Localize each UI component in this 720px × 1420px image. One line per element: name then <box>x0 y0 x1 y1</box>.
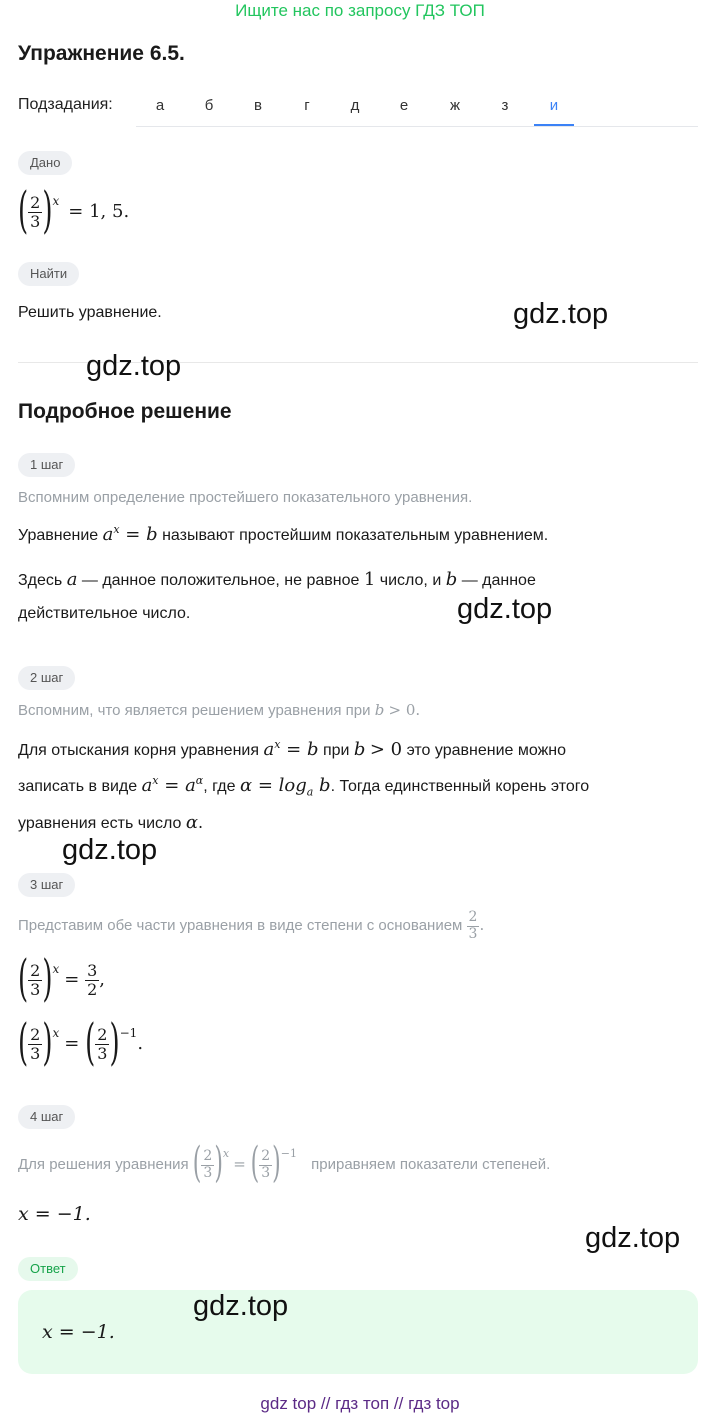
text-segment: — данное <box>461 572 536 589</box>
find-text: Решить уравнение. <box>18 304 162 321</box>
watermark: gdz.top <box>513 298 609 330</box>
tab-e[interactable]: е <box>399 97 409 114</box>
text-segment: Представим обе части уравнения в виде степени с основанием <box>18 917 463 934</box>
step-1-chip: 1 шаг <box>18 453 75 477</box>
step-2-hint: Вспомним, что является решением уравнения при b > 0. <box>18 701 421 719</box>
watermark: gdz.top <box>86 350 182 382</box>
tab-i[interactable]: и <box>534 86 574 126</box>
step-4-chip: 4 шаг <box>18 1105 75 1129</box>
step-1-hint: Вспомним определение простейшего показательного уравнения. <box>18 489 473 506</box>
answer-value: x = −1. <box>42 1321 115 1343</box>
step-2-line-2: записать в виде $a^x = a^\alpha$, где $\alpha = \log_a b$. Тогда единственный корень этого <box>18 774 590 799</box>
text-segment: Для решения уравнения <box>18 1156 189 1173</box>
text-segment: это уравнение можно <box>406 742 567 759</box>
step-1-line-3: действительное число. <box>18 605 191 622</box>
fraction-numerator: 2 <box>30 193 41 213</box>
text-segment: — данное положительное, не равное <box>81 572 360 589</box>
step-3-equation-2: ( $\frac{2}{3}$ )$^x$ = ( $\frac{2}{3}$ )$^{-1}$. <box>18 1015 144 1073</box>
text-segment: число, и <box>379 572 442 589</box>
text-segment: , где <box>203 778 236 795</box>
subtask-tabs <box>136 86 698 127</box>
text-segment: . Тогда единственный корень этого <box>330 778 590 795</box>
text-segment: приравняем показатели степеней. <box>311 1156 551 1173</box>
text-segment: называют простейшим показательным уравнением. <box>162 527 549 544</box>
text-segment: Здесь <box>18 572 63 589</box>
footer-links[interactable]: gdz top // гдз топ // гдз top <box>260 1394 460 1413</box>
text-segment: Вспомним, что является решением уравнения при <box>18 702 371 719</box>
watermark: gdz.top <box>193 1290 289 1322</box>
step-3-equation-1: ( $\frac{2}{3}$ )$^x$ = $\frac{3}{2}$ , <box>18 951 106 1009</box>
tab-d[interactable]: д <box>350 97 360 114</box>
step-1-line-2: Здесь a — данное положительное, не равное 1 число, и b — данное <box>18 569 536 590</box>
tab-a[interactable]: а <box>155 97 165 114</box>
step-3-hint: Представим обе части уравнения в виде степени с основанием $\frac{2}{3}$ . <box>18 909 485 942</box>
text-segment: уравнения есть число <box>18 815 182 832</box>
watermark: gdz.top <box>62 834 158 866</box>
step-1-line-1: Уравнение $a^x = b$ называют простейшим показательным уравнением. <box>18 523 549 545</box>
tab-zh[interactable]: ж <box>449 97 461 114</box>
tab-v[interactable]: в <box>254 97 262 114</box>
answer-chip: Ответ <box>18 1257 78 1281</box>
text-segment: записать в виде <box>18 778 138 795</box>
step-2-line-1: Для отыскания корня уравнения $a^x = b$ при b > 0 это уравнение можно <box>18 738 567 760</box>
given-chip: Дано <box>18 151 72 175</box>
step-4-result: x = −1. <box>18 1203 91 1225</box>
watermark: gdz.top <box>457 593 553 625</box>
subtasks-label: Подзадания: <box>18 96 113 113</box>
search-banner: Ищите нас по запросу ГДЗ ТОП <box>235 1 485 20</box>
tab-b[interactable]: б <box>204 97 214 114</box>
exponent: x <box>52 194 60 208</box>
answer-box <box>18 1290 698 1374</box>
tab-g[interactable]: г <box>304 97 310 114</box>
step-3-chip: 3 шаг <box>18 873 75 897</box>
equation-rhs: = 1, 5. <box>68 201 130 222</box>
text-segment: при <box>322 742 350 759</box>
tab-z[interactable]: з <box>501 97 509 114</box>
given-equation: ( $\frac{2}{3}$ )$^x$ = 1, 5. <box>18 183 130 241</box>
text-segment: Уравнение <box>18 527 99 544</box>
step-2-line-3: уравнения есть число α. <box>18 812 204 833</box>
text-segment: Для отыскания корня уравнения <box>18 742 259 759</box>
fraction-denominator: 3 <box>30 211 41 231</box>
page-title: Упражнение 6.5. <box>18 42 185 65</box>
solution-title: Подробное решение <box>18 400 232 423</box>
step-4-hint: Для решения уравнения ( $\frac{2}{3}$ )$^x$ = ( $\frac{2}{3}$ )$^{-1}$ приравняем показатели степеней. <box>18 1140 551 1188</box>
step-2-chip: 2 шаг <box>18 666 75 690</box>
find-chip: Найти <box>18 262 79 286</box>
watermark: gdz.top <box>585 1222 681 1254</box>
